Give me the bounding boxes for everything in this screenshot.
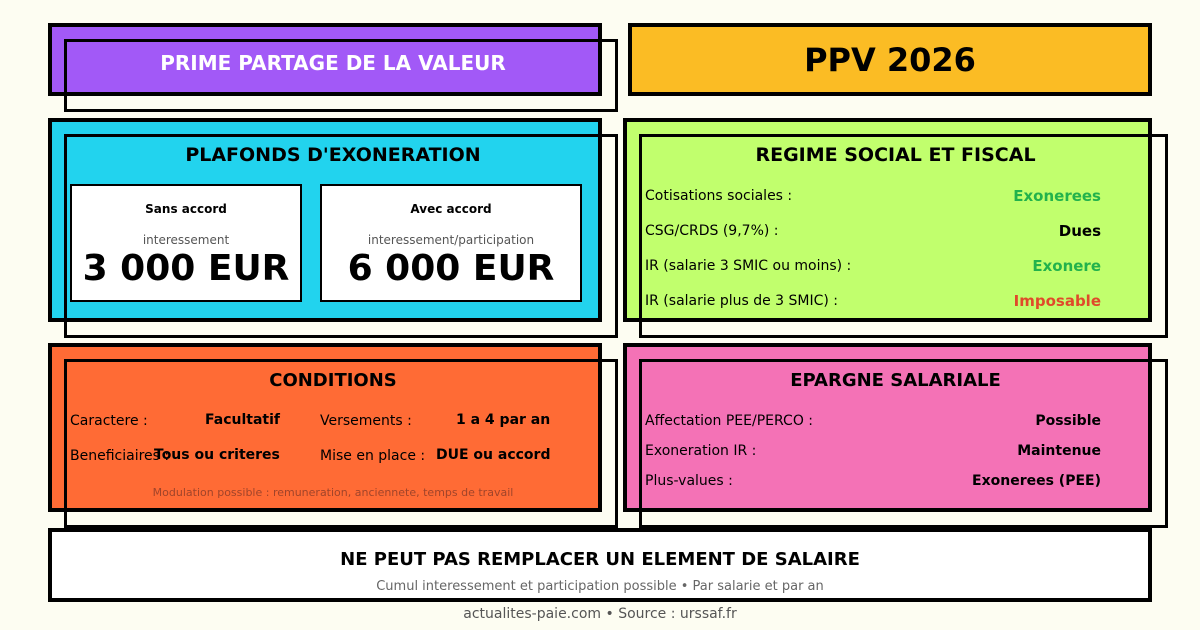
versements-value: 1 a 4 par an [456,412,551,428]
beneficiaires-label: Beneficiaires : [70,448,170,464]
header-right-panel [628,23,1152,96]
conditions-shadow [64,359,618,528]
conditions-title: CONDITIONS [269,370,397,391]
plafonds-shadow [64,134,618,338]
regime-row-value: Imposable [1013,292,1101,310]
header-left-shadow [64,39,618,112]
caractere-label: Caractere : [70,413,148,429]
warning-title: NE PEUT PAS REMPLACER UN ELEMENT DE SALAIRE [340,549,860,570]
epargne-row-value: Maintenue [1017,443,1101,459]
regime-title: REGIME SOCIAL ET FISCAL [755,144,1036,166]
source-line: actualites-paie.com • Source : urssaf.fr [463,606,737,622]
regime-shadow [639,134,1168,338]
epargne-title: EPARGNE SALARIALE [790,370,1001,391]
epargne-row-label: Exoneration IR : [645,443,757,459]
versements-label: Versements : [320,413,412,429]
avec-accord-amount: 6 000 EUR [347,248,555,289]
sans-accord-sub: interessement [142,233,230,247]
epargne-row-label: Affectation PEE/PERCO : [645,413,813,429]
conditions-note: Modulation possible : remuneration, anciennete, temps de travail [152,486,514,499]
mise-en-place-value: DUE ou accord [436,447,551,463]
beneficiaires-value: Tous ou criteres [154,447,280,463]
epargne-row-label: Plus-values : [645,473,733,489]
regime-row-label: Cotisations sociales : [645,188,793,204]
plafonds-title: PLAFONDS D'EXONERATION [185,144,481,166]
mise-en-place-label: Mise en place : [320,448,426,464]
header-right-title: PPV 2026 [804,41,976,79]
header-left-title: PRIME PARTAGE DE LA VALEUR [160,51,506,75]
regime-row-value: Exonerees [1013,187,1101,205]
regime-row-label: IR (salarie plus de 3 SMIC) : [645,293,839,309]
sans-accord-label: Sans accord [145,202,227,216]
regime-row-value: Exonere [1032,257,1101,275]
epargne-row-value: Exonerees (PEE) [972,473,1101,489]
caractere-value: Facultatif [205,412,280,428]
regime-row-label: IR (salarie 3 SMIC ou moins) : [645,258,852,274]
epargne-row-value: Possible [1035,413,1101,429]
sans-accord-amount: 3 000 EUR [82,248,290,289]
regime-row-label: CSG/CRDS (9,7%) : [645,223,779,239]
warning-panel [48,528,1152,602]
regime-row-value: Dues [1058,222,1101,240]
epargne-shadow [639,359,1168,528]
avec-accord-sub: interessement/participation [367,233,535,247]
avec-accord-label: Avec accord [410,202,492,216]
warning-subtitle: Cumul interessement et participation possible • Par salarie et par an [376,579,824,594]
